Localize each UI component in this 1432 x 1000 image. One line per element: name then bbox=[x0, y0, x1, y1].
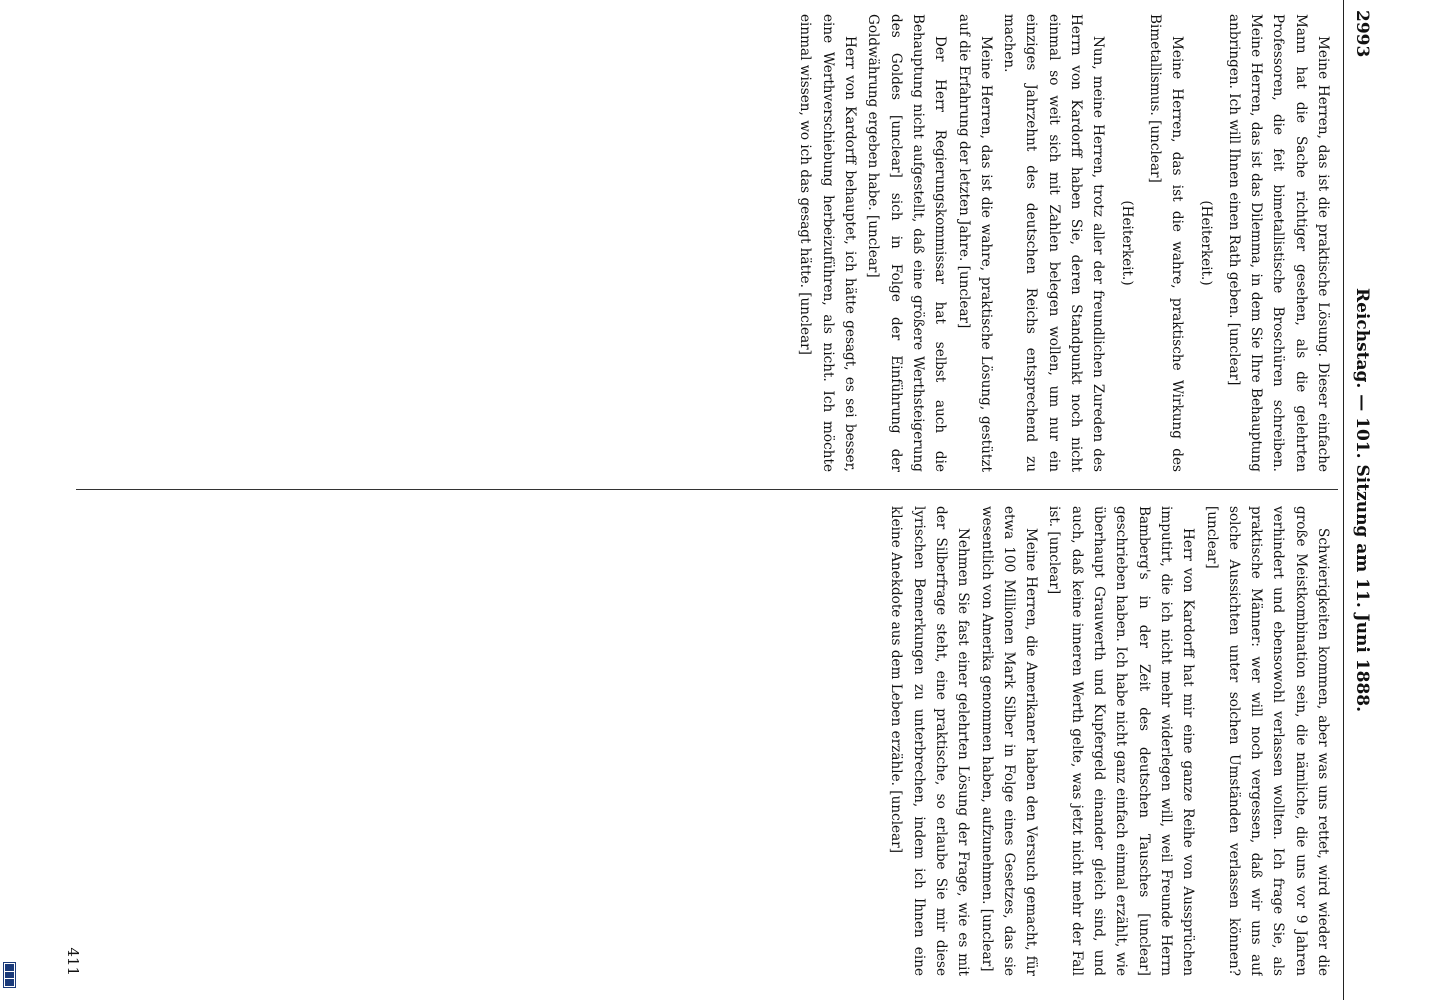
running-title: Reichstag. — 101. Sitzung am 11. Juni 1888. bbox=[1352, 287, 1372, 713]
interjection: (Heiterkeit.) bbox=[1118, 200, 1135, 286]
page-number: 2993 bbox=[1352, 10, 1372, 58]
paragraph: Herr von Kardorff hat mir eine ganze Reihe von Aussprüchen imputirt, die ich nicht mehr widerlegen will, weil Freunde Herrn Bamberg's in der Zeit des deutschen Tausches [unclear] geschrieben haben. Ich habe nicht ganz einfach einmal erzählt, wie überhaupt Grauwerth und Kupfergeld einander gleich sind, und auch, daß keine inneren Werth gelte, was jetzt nicht mehr der Fall ist. [unclear] bbox=[1046, 506, 1197, 976]
paragraph: Meine Herren, das ist die wahre, praktische Lösung, gestützt auf die Erfahrung der letzten Jahre. [unclear] bbox=[955, 14, 994, 472]
paragraph: Nun, meine Herren, trotz aller der freundlichen Zureden des Herrn von Kardorff haben Sie, deren Standpunkt noch nicht einmal so weit sich mit Zahlen belegen wollen, um nur ein einziges Jahrzehnt des deutschen Reichs entsprechend zu machen. bbox=[1001, 14, 1107, 472]
paragraph: Meine Herren, das ist die praktische Lösung. Dieser einfache Mann hat die Sache richtiger gesehen, als die gelehrten Professoren, die feit bimetallistische Broschüren schreiben. Meine Herren, das ist das Dilemma, in dem Sie Ihre Behauptung anbringen. Ich will Ihnen einen Rath geben. [unclear] bbox=[1225, 14, 1331, 472]
paragraph: Nehmen Sie fast einer gelehrten Lösung der Frage, wie es mit der Silberfrage steht, eine praktische, so erlaube Sie mir diese lyrischen Bemerkungen zu unterbrechen, indem ich Ihnen eine kleine Anekdote aus dem Leben erzähle. [unclear] bbox=[888, 506, 972, 976]
interjection: (Heiterkeit.) bbox=[1197, 200, 1214, 286]
paragraph: Meine Herren, das ist die wahre, praktische Wirkung des Bimetallismus. [unclear] bbox=[1146, 14, 1186, 472]
dfg-logo-icon bbox=[3, 962, 16, 988]
paragraph: Schwierigkeiten kommen, aber was uns rettet, wird wieder die große Meistkombination sein, die nämliche, die uns vor 9 Jahren verhindert und ebensowohl verlassen wollten. Ich frage Sie, als praktische Männer: wer will noch vergessen, daß wir uns auf solche Aussichten unter solchen Umständen verlassen können? [unclear] bbox=[1203, 506, 1331, 976]
page-header bbox=[1348, 10, 1372, 990]
funding-credit bbox=[0, 560, 18, 1000]
paragraph: Der Herr Regierungskommissar hat selbst auch die Behauptung nicht aufgestellt, daß eine größere Werthsteigerung des Goldes [unclear] sich in Folge der Einführung der Goldwährung ergeben habe. [unclear] bbox=[865, 14, 949, 472]
right-column bbox=[84, 506, 1334, 976]
page-signature: 411 bbox=[64, 947, 82, 976]
paragraph: Herr von Kardorff behauptet, ich hätte gesagt, es sei besser, eine Werthverschiebung herbeizuführen, als nicht. Ich möchte einmal wissen, wo ich das gesagt hätte. [unclear] bbox=[797, 14, 859, 472]
rotated-page bbox=[50, 0, 1382, 1000]
column-divider bbox=[76, 489, 1338, 490]
left-column bbox=[84, 14, 1334, 472]
paragraph: Meine Herren, die Amerikaner haben den Versuch gemacht, für etwa 100 Millionen Mark Silber in Folge eines Gesetzes, das sie wesentlich von Amerika genommen haben, aufzunehmen. [unclear] bbox=[978, 506, 1040, 976]
credit-text bbox=[0, 583, 2, 963]
header-rule bbox=[1343, 0, 1344, 1000]
